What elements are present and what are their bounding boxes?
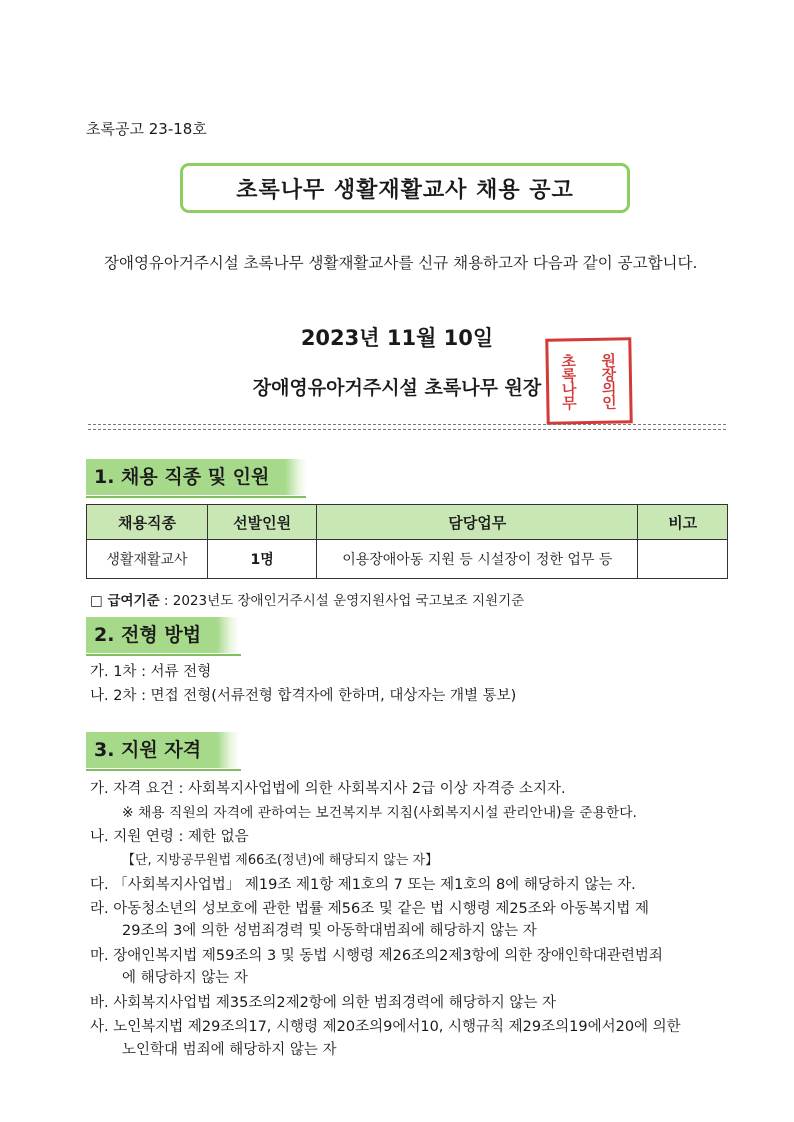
section-heading-2 bbox=[86, 617, 239, 653]
organization-signature: 장애영유아거주시설 초록나무 원장 bbox=[252, 377, 542, 399]
pay-text: : 2023년도 장애인거주시설 운영지원사업 국고보조 지원기준 bbox=[159, 593, 525, 609]
table-cell bbox=[638, 540, 728, 579]
jobs-table bbox=[86, 504, 728, 579]
seal-left-text: 초록나무 bbox=[559, 353, 578, 410]
notice-date: 2023년 11월 10일 bbox=[300, 326, 494, 350]
list-item-continued: 에 해당하지 않는 자 bbox=[122, 970, 248, 986]
section-heading-3 bbox=[86, 732, 239, 768]
table-cell: 이용장애아동 지원 등 시설장이 정한 업무 등 bbox=[317, 540, 638, 579]
section-title: 2. 전형 방법 bbox=[86, 617, 217, 653]
list-item: 라. 아동청소년의 성보호에 관한 법률 제56조 및 같은 법 시행령 제25조와 아동복지법 제 bbox=[90, 901, 650, 917]
table-header: 비고 bbox=[638, 505, 728, 540]
list-item: 다. 「사회복지사업법」 제19조 제1항 제1호의 7 또는 제1호의 8에 해당하지 않는 자. bbox=[90, 877, 636, 893]
pay-label: □ 급여기준 bbox=[90, 593, 160, 609]
list-note: ※ 채용 직원의 자격에 관하여는 보건복지부 지침(사회복지시설 관리안내)을 준용한다. bbox=[122, 805, 637, 821]
section-title: 1. 채용 직종 및 인원 bbox=[86, 459, 285, 495]
official-seal bbox=[545, 337, 632, 424]
table-row bbox=[87, 540, 728, 579]
table-header: 선발인원 bbox=[208, 505, 317, 540]
list-item-continued: 노인학대 범죄에 해당하지 않는 자 bbox=[122, 1042, 337, 1058]
table-header-row bbox=[87, 505, 728, 540]
list-item-continued: 29조의 3에 의한 성범죄경력 및 아동학대범죄에 해당하지 않는 자 bbox=[122, 923, 537, 939]
section-heading-1 bbox=[86, 459, 307, 495]
list-item: 가. 자격 요건 : 사회복지사업법에 의한 사회복지사 2급 이상 자격증 소지자. bbox=[90, 781, 566, 797]
list-item: 사. 노인복지법 제29조의17, 시행령 제20조의9에서10, 시행규칙 제29조의19에서20에 의한 bbox=[90, 1019, 681, 1035]
list-note: 【단, 지방공무원법 제66조(정년)에 해당되지 않는 자】 bbox=[122, 853, 439, 868]
divider bbox=[88, 429, 726, 430]
pay-standard bbox=[90, 589, 524, 609]
list-item: 나. 2차 : 면접 전형(서류전형 합격자에 한하며, 대상자는 개별 통보) bbox=[90, 688, 517, 704]
table-header: 채용직종 bbox=[87, 505, 208, 540]
table-cell: 생활재활교사 bbox=[87, 540, 208, 579]
list-item: 바. 사회복지사업법 제35조의2제2항에 의한 범죄경력에 해당하지 않는 자 bbox=[90, 995, 556, 1011]
intro-paragraph: 장애영유아거주시설 초록나무 생활재활교사를 신규 채용하고자 다음과 같이 공고합니다. bbox=[104, 254, 698, 272]
seal-right-text: 원장의인 bbox=[599, 352, 618, 409]
list-item: 가. 1차 : 서류 전형 bbox=[90, 664, 212, 680]
list-item: 나. 지원 연령 : 제한 없음 bbox=[90, 829, 249, 845]
divider bbox=[88, 424, 726, 425]
table-header: 담당업무 bbox=[317, 505, 638, 540]
page-title: 초록나무 생활재활교사 채용 공고 bbox=[180, 163, 630, 213]
list-item: 마. 장애인복지법 제59조의 3 및 동법 시행령 제26조의2제3항에 의한 장애인학대관련범죄 bbox=[90, 948, 663, 964]
table-cell: 1명 bbox=[208, 540, 317, 579]
section-title: 3. 지원 자격 bbox=[86, 732, 217, 768]
notice-number: 초록공고 23-18호 bbox=[86, 120, 207, 138]
